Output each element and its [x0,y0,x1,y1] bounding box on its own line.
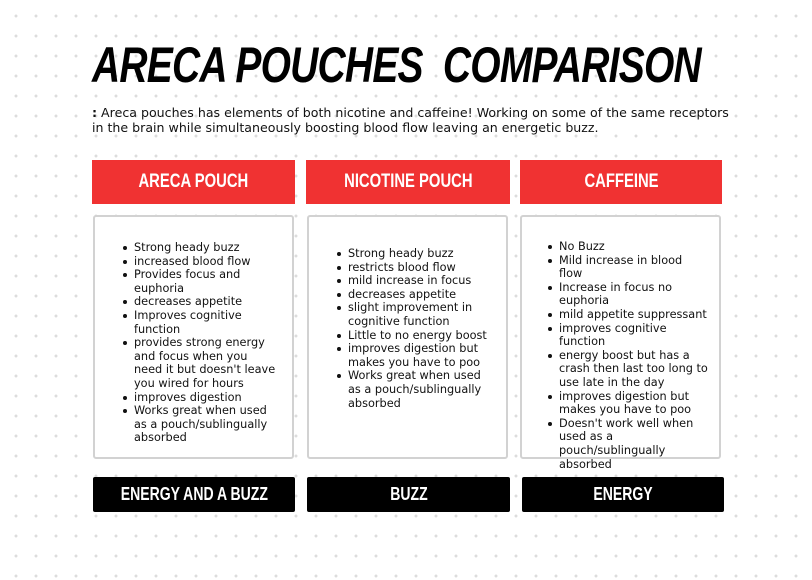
list-item: Mild increase in blood flow [559,254,709,281]
column-header-areca-pouch [92,160,295,204]
list-item: decreases appetite [348,288,492,302]
column-footer-areca-pouch [93,477,295,512]
list-item: provides strong energy and focus when you need it but doesn't leave you wired for hours [134,336,278,390]
list-item: Little to no energy boost [348,329,492,343]
list-item: improves digestion but makes you have to poo [348,342,492,369]
list-item: slight improvement in cognitive function [348,301,492,328]
list-item: mild appetite suppressant [559,308,709,322]
column-header-label: ARECA POUCH [138,171,249,192]
card-caffeine [520,215,721,471]
list-caffeine [522,240,719,471]
column-footer-label: ENERGY AND A BUZZ [120,484,268,504]
column-footer-label: ENERGY [593,484,653,504]
list-item: improves digestion [134,391,278,405]
list-item: Provides focus and euphoria [134,268,278,295]
list-areca-pouch [95,241,292,445]
column-header-label: CAFFEINE [583,171,659,192]
card-areca-pouch [93,215,294,459]
intro-text [92,105,732,135]
column-header-label: NICOTINE POUCH [343,171,473,192]
column-header-caffeine [520,160,722,204]
list-item: Works great when used as a pouch/sublingually absorbed [134,404,278,445]
list-item: No Buzz [559,240,709,254]
column-header-nicotine-pouch [306,160,510,204]
card-nicotine-pouch [307,215,508,459]
list-item: mild increase in focus [348,274,492,288]
intro-lead: : [92,105,98,120]
intro-body: Areca pouches has elements of both nicotine and caffeine! Working on some of the same receptors in the brain while simultaneously boosting blood flow leaving an energetic buzz. [92,105,729,135]
list-item: improves cognitive function [559,322,709,349]
list-item: Works great when used as a pouch/sublingually absorbed [348,369,492,410]
list-item: Strong heady buzz [348,247,492,261]
list-item: restricts blood flow [348,261,492,275]
list-item: energy boost but has a crash then last too long to use late in the day [559,348,708,389]
column-footer-label: BUZZ [389,484,428,504]
column-footer-nicotine-pouch [307,477,510,512]
list-item: improves digestion but makes you have to poo [559,390,709,417]
list-item: Doesn't work well when used as a pouch/sublingually absorbed [559,417,709,471]
column-footer-caffeine [522,477,724,512]
list-item: Increase in focus no euphoria [559,281,709,308]
list-item: Strong heady buzz [134,241,278,255]
page-title: ARECA POUCHES COMPARISON [92,37,701,93]
list-item: Improves cognitive function [134,309,278,336]
list-item: decreases appetite [134,295,278,309]
list-nicotine-pouch [309,247,506,410]
list-item: increased blood flow [134,255,278,269]
